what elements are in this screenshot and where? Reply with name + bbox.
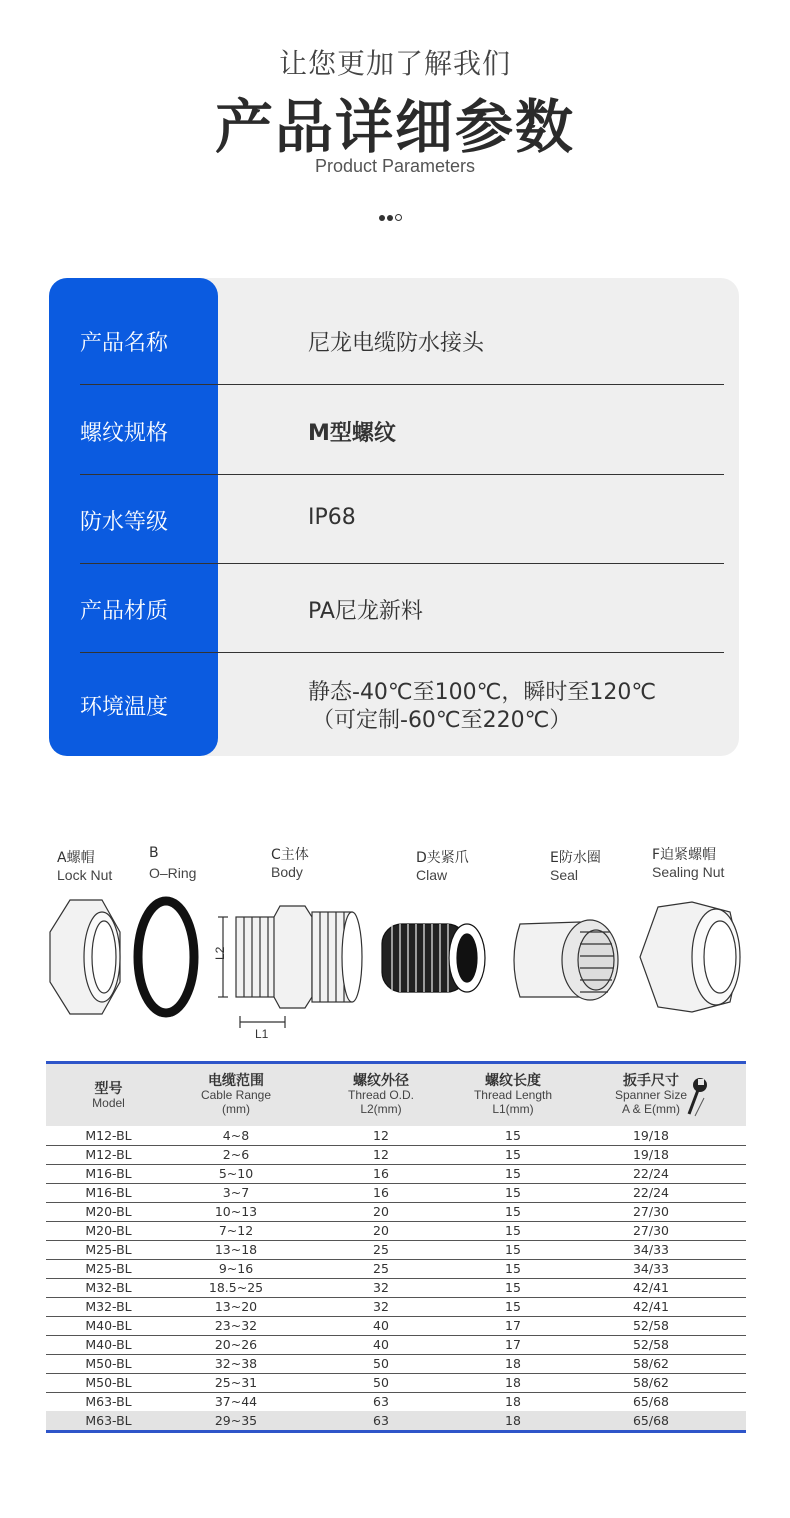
table-row [46, 1183, 746, 1203]
cell-thread-od: 20 [373, 1204, 389, 1219]
cell-thread-length: 18 [505, 1375, 521, 1390]
cell-thread-od: 40 [373, 1318, 389, 1333]
table-row [46, 1297, 746, 1317]
o-ring-icon [138, 901, 194, 1013]
cell-model: M40-BL [85, 1337, 132, 1352]
header-thread-od: 螺纹外径 Thread O.D. L2(mm) [347, 1073, 415, 1116]
table-row [46, 1411, 746, 1433]
lock-nut-icon [50, 900, 120, 1014]
cell-thread-length: 15 [505, 1280, 521, 1295]
cell-thread-od: 12 [373, 1128, 389, 1143]
table-row [46, 1335, 746, 1355]
divider [80, 474, 724, 475]
cell-cable-range: 4~8 [222, 1128, 250, 1143]
cell-model: M40-BL [85, 1318, 132, 1333]
table-row [46, 1221, 746, 1241]
header-english: Product Parameters [314, 156, 476, 176]
divider [80, 652, 724, 653]
cell-cable-range: 3~7 [222, 1185, 250, 1200]
part-a-en: Lock Nut [57, 867, 113, 883]
cell-spanner-size: 65/68 [632, 1413, 670, 1428]
sealing-nut-icon [640, 902, 740, 1012]
cell-model: M12-BL [85, 1147, 132, 1162]
header-spanner-size: 扳手尺寸 Spanner Size A & E(mm) [614, 1073, 688, 1116]
cell-thread-length: 15 [505, 1147, 521, 1162]
table-row [46, 1202, 746, 1222]
cell-model: M50-BL [85, 1375, 132, 1390]
cell-model: M20-BL [85, 1204, 132, 1219]
part-b-en: O–Ring [149, 865, 197, 881]
param-label-waterproof: 防水等级 [80, 510, 169, 535]
cell-thread-length: 17 [505, 1337, 521, 1352]
cell-spanner-size: 34/33 [632, 1261, 670, 1276]
cell-thread-od: 25 [373, 1261, 389, 1276]
dimension-l1-label: L1 [255, 1027, 269, 1041]
cell-cable-range: 23~32 [214, 1318, 258, 1333]
header-model: 型号 Model [92, 1081, 125, 1110]
cable-gland-exploded-illustration [40, 892, 750, 1047]
part-a-cn: A螺帽 [57, 850, 95, 866]
cell-model: M25-BL [85, 1242, 132, 1257]
param-label-name: 产品名称 [80, 331, 169, 356]
param-value-temperature-custom: （可定制-60℃至220℃） [312, 708, 572, 733]
cell-thread-length: 15 [505, 1299, 521, 1314]
cell-spanner-size: 27/30 [632, 1204, 670, 1219]
cell-cable-range: 5~10 [218, 1166, 254, 1181]
cell-cable-range: 18.5~25 [208, 1280, 264, 1295]
header-thread-length: 螺纹长度 Thread Length L1(mm) [473, 1073, 553, 1116]
cell-thread-length: 15 [505, 1261, 521, 1276]
table-header [46, 1061, 746, 1126]
body-icon [218, 906, 362, 1028]
cell-model: M32-BL [85, 1299, 132, 1314]
table-row [46, 1316, 746, 1336]
cell-thread-od: 16 [373, 1166, 389, 1181]
cell-thread-od: 16 [373, 1185, 389, 1200]
cell-model: M63-BL [85, 1413, 132, 1428]
table-row [46, 1278, 746, 1298]
cell-cable-range: 2~6 [222, 1147, 250, 1162]
cell-thread-length: 15 [505, 1223, 521, 1238]
cell-spanner-size: 19/18 [632, 1147, 670, 1162]
cell-thread-length: 15 [505, 1204, 521, 1219]
cell-spanner-size: 22/24 [632, 1166, 670, 1181]
cell-model: M25-BL [85, 1261, 132, 1276]
part-e-cn: E防水圈 [550, 850, 601, 866]
cell-model: M63-BL [85, 1394, 132, 1409]
param-label-temperature: 环境温度 [80, 695, 169, 720]
part-c-cn: C主体 [271, 847, 309, 863]
param-value-name: 尼龙电缆防水接头 [308, 331, 485, 356]
cell-thread-length: 15 [505, 1242, 521, 1257]
param-label-material: 产品材质 [80, 599, 169, 624]
cell-cable-range: 29~35 [214, 1413, 258, 1428]
cell-thread-od: 40 [373, 1337, 389, 1352]
cell-thread-length: 17 [505, 1318, 521, 1333]
cell-model: M16-BL [85, 1166, 132, 1181]
table-row [46, 1126, 746, 1146]
cell-spanner-size: 65/68 [632, 1394, 670, 1409]
part-e-en: Seal [550, 867, 579, 883]
part-d-cn: D夹紧爪 [416, 850, 469, 866]
decorative-dots [379, 207, 411, 217]
cell-model: M50-BL [85, 1356, 132, 1371]
cell-model: M12-BL [85, 1128, 132, 1143]
seal-icon [514, 920, 618, 1000]
cell-spanner-size: 34/33 [632, 1242, 670, 1257]
param-value-material: PA尼龙新料 [308, 599, 423, 624]
cell-thread-length: 15 [505, 1128, 521, 1143]
cell-cable-range: 9~16 [218, 1261, 254, 1276]
cell-spanner-size: 27/30 [632, 1223, 670, 1238]
cell-thread-length: 18 [505, 1356, 521, 1371]
header-cable-range: 电缆范围 Cable Range (mm) [200, 1073, 272, 1116]
cell-cable-range: 13~18 [214, 1242, 258, 1257]
cell-spanner-size: 52/58 [632, 1318, 670, 1333]
cell-thread-length: 15 [505, 1185, 521, 1200]
cell-thread-length: 15 [505, 1166, 521, 1181]
cell-cable-range: 37~44 [214, 1394, 258, 1409]
table-row [46, 1354, 746, 1374]
cell-thread-od: 20 [373, 1223, 389, 1238]
table-row [46, 1373, 746, 1393]
divider [80, 563, 724, 564]
cell-thread-od: 50 [373, 1356, 389, 1371]
cell-thread-length: 18 [505, 1394, 521, 1409]
cell-spanner-size: 42/41 [632, 1299, 670, 1314]
cell-spanner-size: 58/62 [632, 1375, 670, 1390]
cell-spanner-size: 42/41 [632, 1280, 670, 1295]
cell-spanner-size: 22/24 [632, 1185, 670, 1200]
part-d-en: Claw [416, 867, 448, 883]
cell-thread-od: 32 [373, 1280, 389, 1295]
param-label-thread: 螺纹规格 [80, 421, 169, 446]
cell-spanner-size: 19/18 [632, 1128, 670, 1143]
cell-cable-range: 20~26 [214, 1337, 258, 1352]
table-row [46, 1145, 746, 1165]
part-f-cn: F迫紧螺帽 [652, 847, 717, 863]
wrench-icon [686, 1076, 712, 1118]
param-value-thread: M型螺纹 [308, 421, 396, 446]
cell-cable-range: 10~13 [214, 1204, 258, 1219]
cell-thread-od: 12 [373, 1147, 389, 1162]
param-value-temperature: 静态-40℃至100℃，瞬时至120℃ [308, 680, 657, 705]
cell-cable-range: 25~31 [214, 1375, 258, 1390]
cell-model: M20-BL [85, 1223, 132, 1238]
table-row [46, 1392, 746, 1412]
dimension-l2-label: L2 [213, 946, 227, 960]
cell-thread-od: 63 [373, 1394, 389, 1409]
table-row [46, 1240, 746, 1260]
cell-spanner-size: 58/62 [632, 1356, 670, 1371]
table-row [46, 1164, 746, 1184]
cell-cable-range: 7~12 [218, 1223, 254, 1238]
cell-thread-od: 50 [373, 1375, 389, 1390]
cell-cable-range: 13~20 [214, 1299, 258, 1314]
cell-cable-range: 32~38 [214, 1356, 258, 1371]
part-f-en: Sealing Nut [652, 864, 725, 880]
page-title: 产品详细参数 [214, 93, 575, 161]
cell-spanner-size: 52/58 [632, 1337, 670, 1352]
header-subtitle: 让您更加了解我们 [278, 47, 511, 80]
cell-thread-od: 63 [373, 1413, 389, 1428]
cell-thread-od: 32 [373, 1299, 389, 1314]
table-row [46, 1259, 746, 1279]
part-b-cn: B [149, 845, 159, 861]
part-c-en: Body [271, 864, 303, 880]
cell-model: M16-BL [85, 1185, 132, 1200]
cell-thread-length: 18 [505, 1413, 521, 1428]
param-value-waterproof: IP68 [308, 505, 356, 530]
cell-model: M32-BL [85, 1280, 132, 1295]
cell-thread-od: 25 [373, 1242, 389, 1257]
claw-icon [382, 924, 485, 992]
divider [80, 384, 724, 385]
